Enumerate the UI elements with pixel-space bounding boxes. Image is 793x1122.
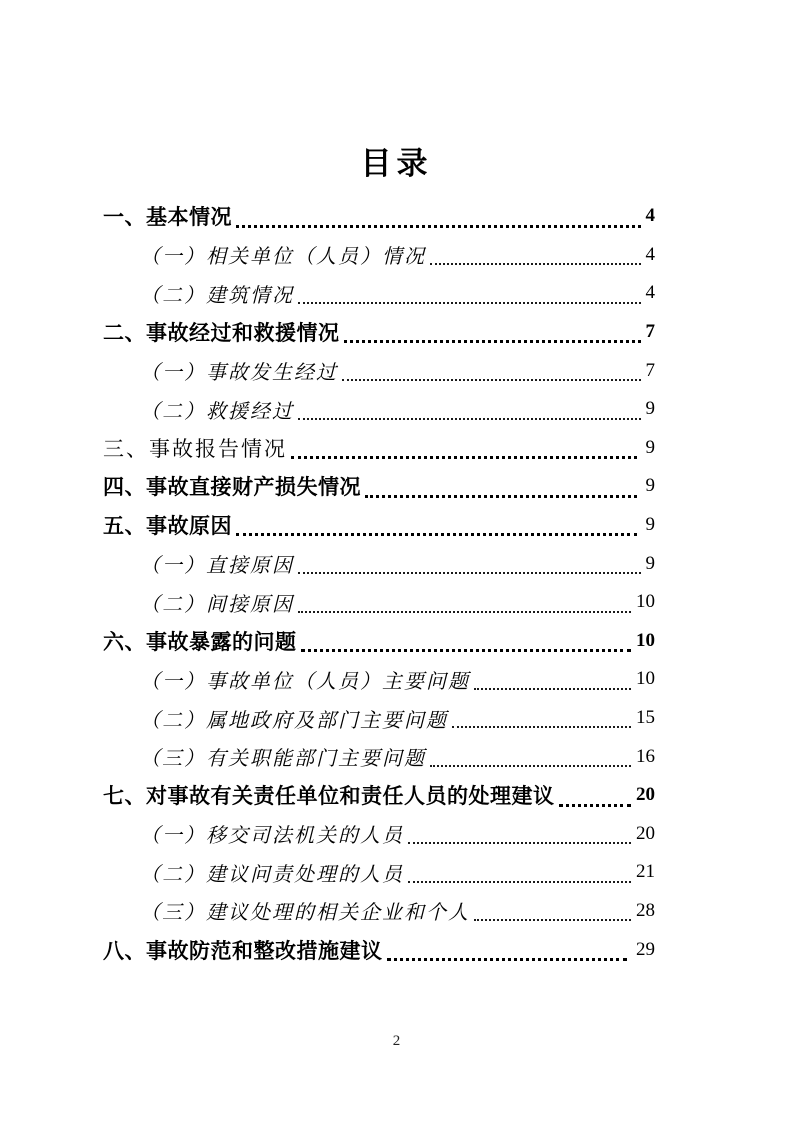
toc-entry-label: （一）相关单位（人员）情况 bbox=[140, 246, 426, 269]
dot-leader bbox=[344, 340, 641, 343]
dot-leader bbox=[408, 881, 631, 883]
toc-entry-5[interactable] bbox=[103, 351, 655, 390]
toc-entry-page-number: 4 bbox=[645, 205, 655, 227]
toc-entry-label: （一）事故单位（人员）主要问题 bbox=[140, 670, 470, 693]
toc-entry-label: 七、对事故有关责任单位和责任人员的处理建议 bbox=[103, 785, 555, 809]
toc-entry-10[interactable] bbox=[103, 544, 655, 583]
toc-entry-7[interactable] bbox=[103, 429, 655, 468]
toc-entry-11[interactable] bbox=[103, 583, 655, 622]
toc-entry-page-number: 9 bbox=[645, 398, 655, 420]
toc-entry-label: 三、事故报告情况 bbox=[103, 437, 287, 461]
dot-leader bbox=[408, 842, 631, 844]
table-of-contents bbox=[103, 197, 655, 969]
toc-entry-page-number: 9 bbox=[645, 514, 655, 536]
dot-leader bbox=[236, 225, 641, 228]
dot-leader bbox=[365, 495, 637, 498]
dot-leader bbox=[387, 958, 628, 961]
toc-entry-3[interactable] bbox=[103, 274, 655, 313]
toc-entry-label: （二）救援经过 bbox=[140, 400, 294, 423]
dot-leader bbox=[236, 533, 637, 536]
toc-entry-14[interactable] bbox=[103, 699, 655, 738]
toc-entry-page-number: 29 bbox=[636, 938, 655, 960]
toc-entry-label: 四、事故直接财产损失情况 bbox=[103, 476, 361, 500]
dot-leader bbox=[474, 688, 631, 690]
toc-entry-15[interactable] bbox=[103, 737, 655, 776]
toc-entry-2[interactable] bbox=[103, 236, 655, 275]
toc-title: 目录 bbox=[360, 146, 433, 181]
toc-entry-label: 五、事故原因 bbox=[103, 515, 232, 539]
toc-entry-19[interactable] bbox=[103, 892, 655, 931]
toc-entry-page-number: 10 bbox=[636, 591, 655, 613]
toc-entry-page-number: 15 bbox=[636, 707, 655, 729]
toc-entry-label: 二、事故经过和救援情况 bbox=[103, 322, 340, 346]
toc-entry-page-number: 20 bbox=[636, 822, 655, 844]
toc-entry-18[interactable] bbox=[103, 853, 655, 892]
toc-entry-label: （三）有关职能部门主要问题 bbox=[140, 748, 426, 771]
toc-entry-20[interactable] bbox=[103, 930, 655, 969]
toc-entry-page-number: 7 bbox=[645, 359, 655, 381]
toc-entry-13[interactable] bbox=[103, 660, 655, 699]
toc-entry-page-number: 9 bbox=[645, 436, 655, 458]
toc-entry-8[interactable] bbox=[103, 467, 655, 506]
toc-entry-page-number: 9 bbox=[645, 475, 655, 497]
toc-entry-page-number: 4 bbox=[645, 282, 655, 304]
toc-entry-label: 六、事故暴露的问题 bbox=[103, 630, 297, 654]
toc-entry-label: （二）建议问责处理的人员 bbox=[140, 863, 404, 886]
toc-entry-label: 八、事故防范和整改措施建议 bbox=[103, 939, 383, 963]
toc-entry-page-number: 10 bbox=[636, 668, 655, 690]
toc-entry-4[interactable] bbox=[103, 313, 655, 352]
dot-leader bbox=[430, 263, 641, 265]
toc-entry-label: （三）建议处理的相关企业和个人 bbox=[140, 902, 470, 925]
dot-leader bbox=[474, 919, 631, 921]
toc-entry-page-number: 4 bbox=[645, 243, 655, 265]
toc-entry-page-number: 21 bbox=[636, 861, 655, 883]
toc-entry-16[interactable] bbox=[103, 776, 655, 815]
dot-leader bbox=[298, 418, 641, 420]
toc-entry-label: （一）直接原因 bbox=[140, 555, 294, 578]
toc-entry-6[interactable] bbox=[103, 390, 655, 429]
dot-leader bbox=[559, 804, 632, 807]
dot-leader bbox=[452, 726, 631, 728]
dot-leader bbox=[298, 611, 631, 613]
toc-entry-label: （二）属地政府及部门主要问题 bbox=[140, 709, 448, 732]
page-number-footer: 2 bbox=[392, 1033, 401, 1049]
toc-entry-label: （二）间接原因 bbox=[140, 593, 294, 616]
toc-entry-page-number: 7 bbox=[645, 321, 655, 343]
toc-entry-9[interactable] bbox=[103, 506, 655, 545]
toc-entry-label: 一、基本情况 bbox=[103, 206, 232, 230]
toc-entry-17[interactable] bbox=[103, 815, 655, 854]
toc-entry-page-number: 28 bbox=[636, 899, 655, 921]
dot-leader bbox=[291, 456, 637, 459]
dot-leader bbox=[342, 379, 641, 381]
dot-leader bbox=[298, 302, 641, 304]
toc-entry-label: （二）建筑情况 bbox=[140, 284, 294, 307]
dot-leader bbox=[301, 649, 632, 652]
toc-entry-label: （一）移交司法机关的人员 bbox=[140, 825, 404, 848]
toc-entry-page-number: 16 bbox=[636, 745, 655, 767]
dot-leader bbox=[430, 765, 631, 767]
toc-entry-label: （一）事故发生经过 bbox=[140, 362, 338, 385]
toc-entry-page-number: 9 bbox=[645, 552, 655, 574]
dot-leader bbox=[298, 572, 641, 574]
toc-entry-page-number: 20 bbox=[636, 784, 655, 806]
toc-entry-12[interactable] bbox=[103, 622, 655, 661]
toc-entry-page-number: 10 bbox=[636, 629, 655, 651]
toc-entry-1[interactable] bbox=[103, 197, 655, 236]
